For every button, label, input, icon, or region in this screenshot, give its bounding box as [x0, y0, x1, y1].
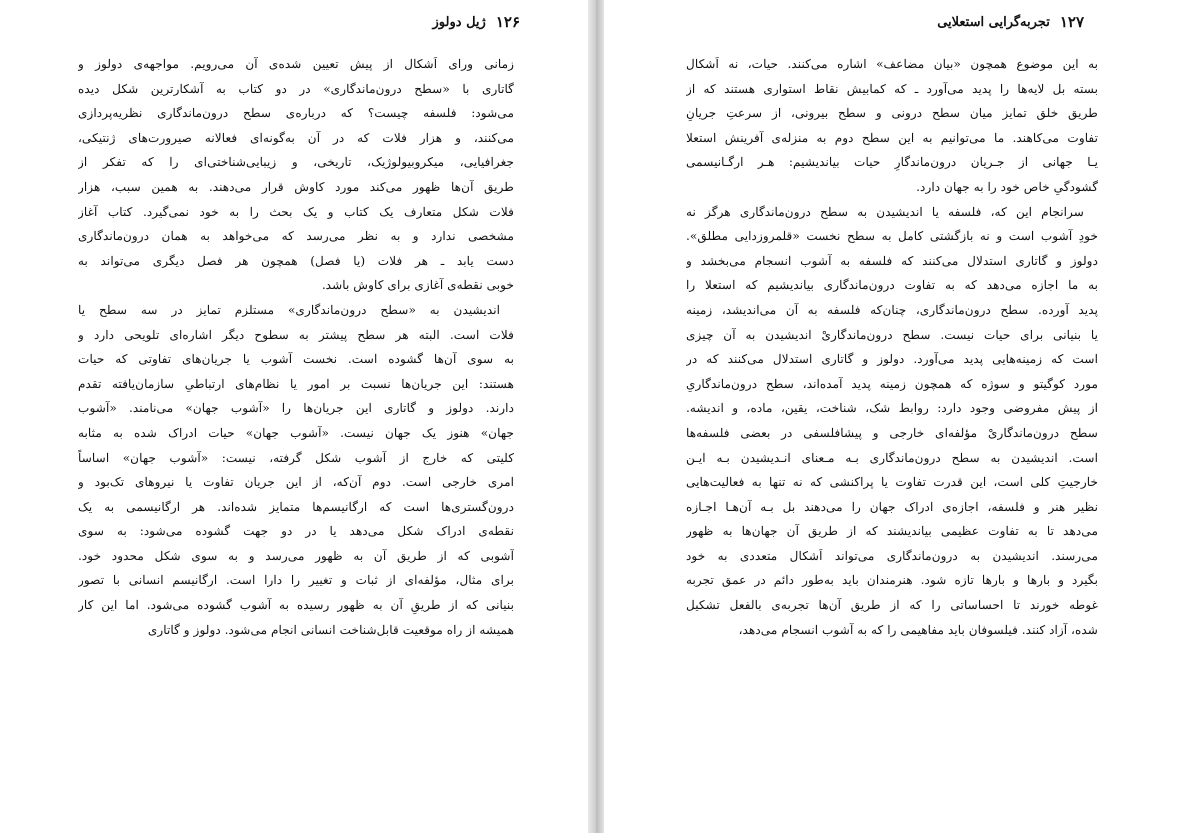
text-line: اندیشیدن به «سطح درون‌ماندگاری» مستلزم تمایز در سه سطح یا	[78, 302, 500, 317]
text-line: آشوبی که از طریق آن به ظهور می‌رسد و به سوی شکل محدود خود.	[78, 548, 514, 563]
paragraph	[686, 52, 1098, 200]
text-line: است که زمینه‌هایی پدید می‌آورد. دولوز و گاتاری استدلال می‌کنند که در	[686, 352, 1098, 367]
text-line: به ما اجازه می‌دهد که به تفاوت درون‌ماندگاری بیاندیشیم که استعلا را	[686, 278, 1098, 293]
text-line: طریق خلق تمایز میان سطح درونی و سطح بیرونی، از سرعتِ جریانِ	[686, 106, 1098, 121]
text-line: خوبی نقطه‌ی آغازی برای کاوش باشد.	[321, 278, 514, 293]
text-line: فلات شکل متعارف یک کتاب و یک بحث را به خود نمی‌گیرد. کتاب آغاز	[78, 204, 514, 219]
text-line: شده، آزاد کنند. فیلسوفان باید مفاهیمی را که به آشوب انسجام می‌دهد،	[738, 622, 1098, 637]
text-line: درون‌گستری‌ها است که ارگانیسم‌ها متمایز شده‌اند. هر ارگانیسمی به یک	[78, 499, 514, 514]
text-line: به سوی آن‌ها گشوده است. نخست آشوب یا جریان‌های تفاوتی که حیات	[78, 352, 514, 367]
text-line: غوطه خورند تا احساساتی را که از طریق آن‌ها تجربه‌ی بالفعل تشکیل	[686, 598, 1098, 613]
text-line: امری خارجی است. دوم آن‌که، از این جریان تفاوت یا نیروهای تک‌بود و	[78, 475, 514, 490]
text-line: به این موضوع همچون «بیان مضاعف» اشاره می‌کنند. حیات، نه اَشکال	[686, 57, 1098, 71]
text-line: می‌رسند. اندیشیدن به درون‌ماندگاری می‌تواند اَشکال متعددی به خود	[686, 548, 1098, 563]
text-line: می‌دهد تا به تفاوت عظیمی بیاندیشند که از طریق آن جهان‌ها به ظهور	[686, 524, 1098, 539]
text-line: می‌شود: فلسفه چیست؟ که درباره‌ی سطح درون‌ماندگاری نظریه‌پردازی	[78, 106, 514, 121]
text-line: کلیتی که خارج از آشوب شکل گرفته، نیست: «آشوب جهان» اساساً	[78, 450, 514, 465]
text-line: مشخصی ندارد و به نظر می‌رسد که می‌خواهد به همان درون‌ماندگاری	[78, 229, 514, 244]
left-running-head: ژیل دولوز	[432, 14, 486, 30]
right-running-head: تجربه‌گرایی استعلایی	[937, 14, 1050, 30]
text-line: یا بنیانی برای حیات نیست. سطح درون‌ماندگاریْ اندیشیدن به آن چیزی	[686, 327, 1098, 342]
text-line: یـا جهانی از جـریان درون‌ماندگارِ حیات بیاندیشیم: هـر ارگـانیسمی	[686, 155, 1098, 170]
text-line: برای مثال، مؤلفه‌ای از ثبات و تغییر را دارا است. ارگانیسم انسانی با تصور	[78, 573, 514, 588]
text-line: دست یابد ـ هر فلات (یا فصل) همچون هر فصل دیگری می‌تواند به	[78, 253, 514, 268]
left-page	[0, 0, 588, 833]
text-line: هستند: این جریان‌ها نسبت بر امور یا نظام‌های ارتباطیِ سازمان‌یافته تقدم	[78, 376, 514, 391]
text-line: سرانجام این که، فلسفه یا اندیشیدن به سطح درون‌ماندگاری هرگز نه	[686, 204, 1084, 219]
left-page-body	[78, 52, 514, 642]
left-page-header	[420, 10, 520, 34]
text-line: تفاوت می‌کاهند. ما می‌توانیم به این سطح دوم به منزله‌ی آفرینش استعلا	[686, 130, 1098, 145]
right-page	[604, 0, 1183, 833]
text-line: طریق آن‌ها ظهور می‌کند مورد کاوش قرار می‌دهند. به همین سبب، هزار	[78, 179, 514, 194]
text-line: نقطه‌ی ادراک شکل می‌دهد یا در دو جهت گشوده می‌شود: به سوی	[78, 524, 514, 539]
right-page-body	[686, 52, 1098, 642]
right-page-header	[684, 10, 1084, 34]
text-line: دولوز و گاتاری استدلال می‌کنند که فلسفه به آشوب انسجام می‌بخشد و	[686, 253, 1098, 268]
text-line: دارند. دولوز و گاتاری این جریان‌ها را «آشوب جهان» می‌نامند. «آشوب	[78, 401, 514, 416]
text-line: خودِ آشوب است و نه بازگشتی کامل به سطح نخست «قلمروزدایی مطلق».	[686, 229, 1098, 244]
text-line: جغرافیایی، میکروبیولوژیک، تاریخی، و زیبایی‌شناختی‌ای را که تفکر از	[78, 155, 514, 170]
text-line: بگیرد و بارها و بارها تازه شود. هنرمندان باید به‌طور دائم در عمق تجربه	[686, 573, 1098, 588]
text-line: بنیانی که از طریقِ آن به ظهور رسیده به آشوب گشوده می‌شود. اما این کار	[78, 598, 514, 613]
text-line: نظیر هنر و فلسفه، اجازه‌ی ادراک جهان را می‌دهند بل بـه آن‌هـا اجـازه	[686, 499, 1098, 514]
text-line: فلات است. البته هر سطح پیشتر به سطوح دیگر اشاره‌ای تلویحی دارد و	[78, 327, 514, 342]
text-line: گاتاری با «سطح درون‌ماندگاری» در دو کتاب به آشکارترین شکل دیده	[78, 81, 514, 96]
text-line: زمانی ورای اَشکال از پیش تعیین شده‌ی آن می‌رویم. مواجهه‌ی دولوز و	[78, 57, 514, 71]
right-page-number: ۱۲۷	[1059, 13, 1084, 31]
paragraph	[78, 298, 514, 642]
text-line: پدید آورده. سطح درون‌ماندگاری، چنان‌که فلسفه به آن می‌اندیشد، زمینه	[686, 302, 1098, 317]
text-line: می‌کنند، و هزار فلات که در آن به‌گونه‌ای فعالانه صیرورت‌های ژنتیکی،	[78, 130, 514, 145]
text-line: گشودگیِ خاص خود را به جهان دارد.	[916, 179, 1098, 194]
text-line: بسته بل لایه‌ها را پدید می‌آورد ـ که کمابیش نقاط استواری هستند که از	[686, 81, 1098, 96]
paragraph	[78, 52, 514, 298]
text-line: جهان» هنوز یک جهان نیست. «آشوب جهان» حیات ادراک شده به مثابه	[78, 425, 514, 440]
book-gutter	[588, 0, 604, 833]
text-line: سطح درون‌ماندگاریْ مؤلفه‌ای خارجی و پیشافلسفی در بعضی فلسفه‌ها	[686, 425, 1098, 440]
text-line: از پیش مفروضی وجود دارد: روابط شک، شناخت، یقین، ماده، و اندیشه.	[686, 401, 1098, 416]
paragraph	[686, 200, 1098, 643]
left-page-number: ۱۲۶	[495, 13, 520, 31]
text-line: مورد کوگیتو و سوژه که همچون زمینه پدید آمده‌اند، سطح درون‌ماندگاریِ	[686, 376, 1098, 391]
text-line: خارجیتِ کلی است، این قدرت تفاوت یا پراکنشی که نه تنها به فعالیت‌هایی	[686, 475, 1098, 490]
text-line: است. اندیشیدن به سطح درون‌ماندگاری بـه مـعنای انـدیشیدن بـه ایـن	[686, 450, 1098, 465]
text-line: همیشه از راه موقعیت قابل‌شناخت انسانی انجام می‌شود. دولوز و گاتاری	[147, 622, 514, 637]
